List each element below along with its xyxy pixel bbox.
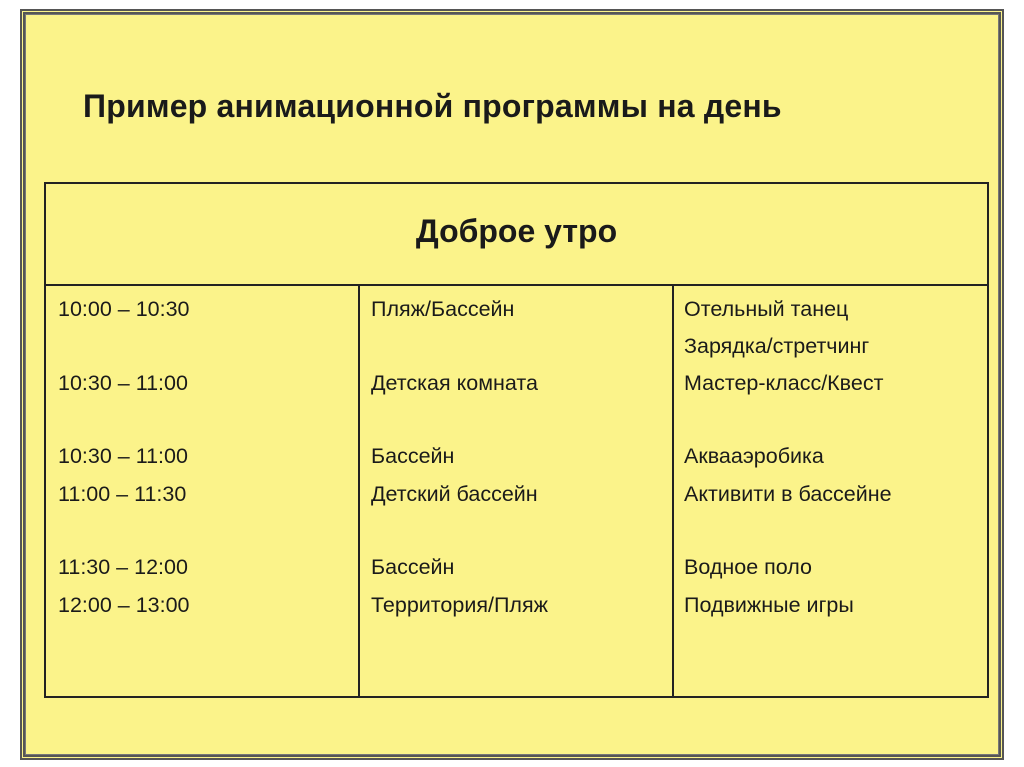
time-cell: 10:30 – 11:00 bbox=[58, 371, 188, 395]
time-cell: 11:30 – 12:00 bbox=[58, 555, 188, 579]
time-cell: 10:30 – 11:00 bbox=[58, 444, 188, 468]
activity-cell: Аквааэробика bbox=[684, 444, 824, 468]
location-cell: Детская комната bbox=[371, 371, 538, 395]
activity-cell: Отельный танец bbox=[684, 297, 849, 321]
page-title: Пример анимационной программы на день bbox=[83, 88, 782, 124]
location-cell: Территория/Пляж bbox=[371, 593, 548, 617]
activity-cell: Активити в бассейне bbox=[684, 482, 892, 506]
location-cell: Детский бассейн bbox=[371, 482, 538, 506]
activity-column bbox=[674, 286, 987, 696]
slide bbox=[20, 9, 1004, 760]
table-header bbox=[46, 184, 987, 286]
schedule-table bbox=[44, 182, 989, 698]
activity-cell: Подвижные игры bbox=[684, 593, 854, 617]
location-cell: Бассейн bbox=[371, 444, 455, 468]
location-cell: Пляж/Бассейн bbox=[371, 297, 515, 321]
time-cell: 12:00 – 13:00 bbox=[58, 593, 190, 617]
location-column bbox=[360, 286, 674, 696]
time-cell: 11:00 – 11:30 bbox=[58, 482, 187, 506]
activity-cell: Зарядка/стретчинг bbox=[684, 334, 870, 358]
activity-cell: Мастер-класс/Квест bbox=[684, 371, 884, 395]
time-column bbox=[46, 286, 360, 696]
table-header-label: Доброе утро bbox=[415, 212, 618, 249]
location-cell: Бассейн bbox=[371, 555, 455, 579]
time-cell: 10:00 – 10:30 bbox=[58, 297, 190, 321]
activity-cell: Водное поло bbox=[684, 555, 813, 579]
